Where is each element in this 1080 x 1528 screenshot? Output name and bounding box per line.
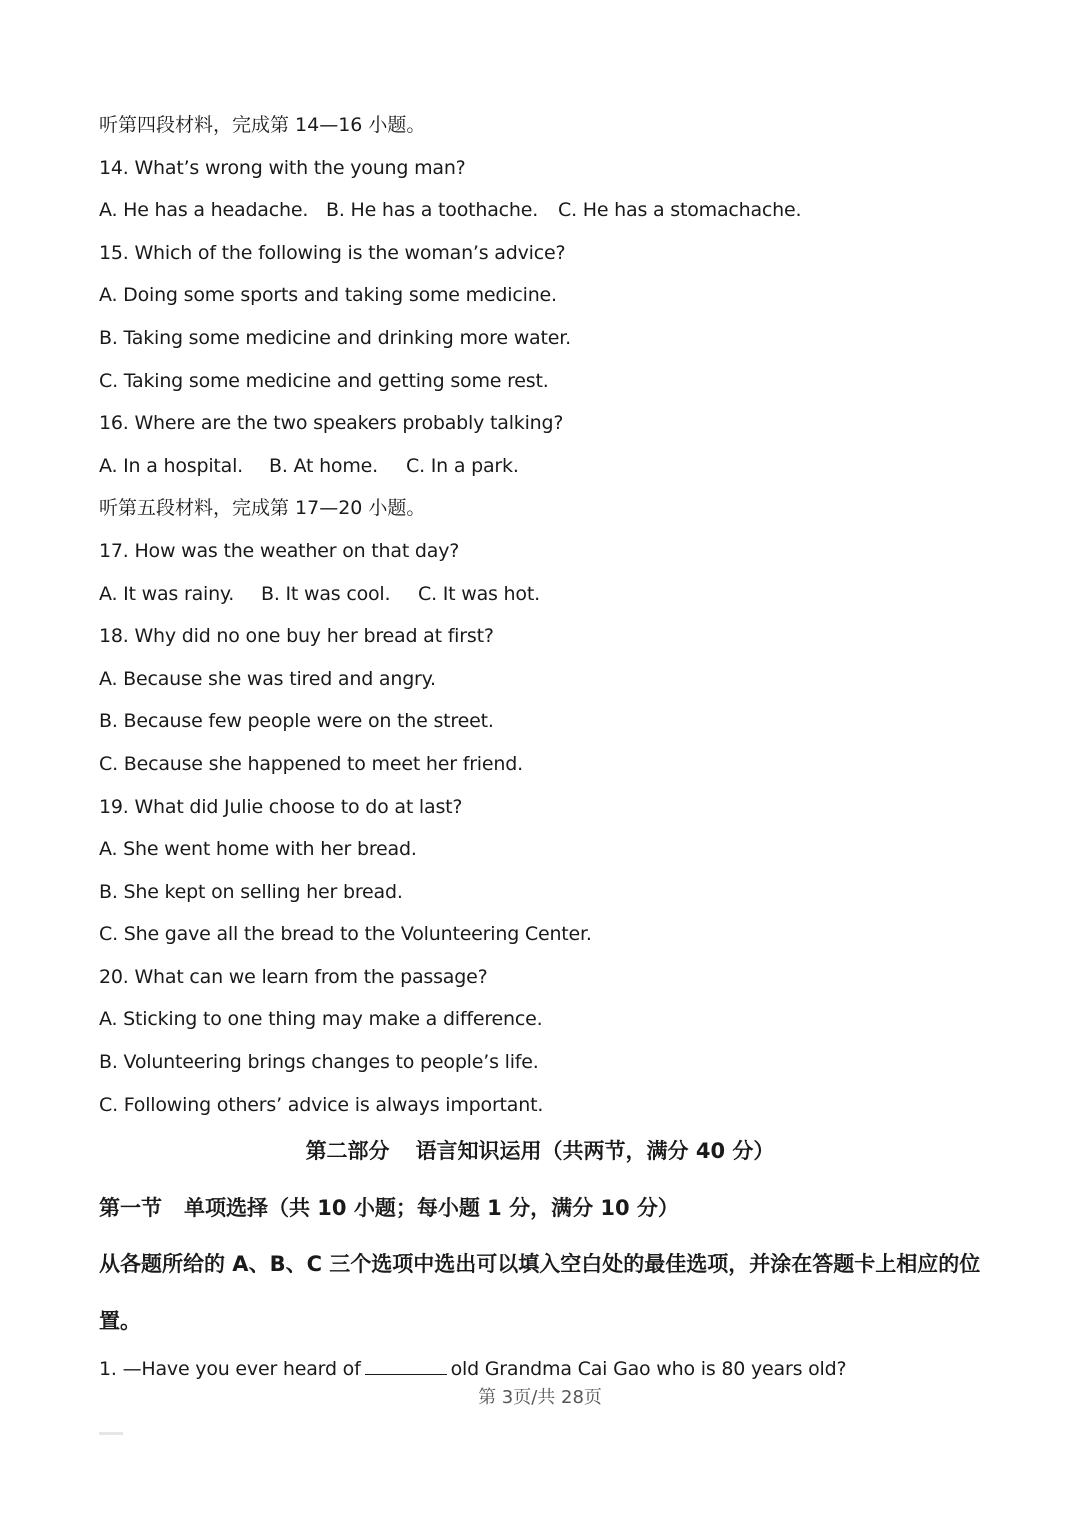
question-20: 20. What can we learn from the passage? — [99, 965, 488, 988]
part-name: 语言知识运用（共两节，满分 40 分） — [415, 1139, 775, 1163]
instruction-text: 从各题所给的 A、B、C 三个选项中选出可以填入空白处的最佳选项，并涂在答题卡上相应的位置。 — [99, 1252, 981, 1333]
question-19-option-b: B. She kept on selling her bread. — [99, 880, 403, 903]
question-15-option-b: B. Taking some medicine and drinking more water. — [99, 326, 571, 349]
option-c: C. He has a stomachache. — [558, 199, 802, 222]
section-name: 单项选择（共 10 小题；每小题 1 分，满分 10 分） — [184, 1196, 679, 1220]
question-20-option-b: B. Volunteering brings changes to people’s life. — [99, 1051, 539, 1074]
section-heading-5: 听第五段材料，完成第 17—20 小题。 — [99, 497, 426, 520]
question-18: 18. Why did no one buy her bread at first? — [99, 625, 494, 648]
section-label: 第一节 — [99, 1196, 162, 1220]
option-c: C. In a park. — [406, 454, 519, 477]
option-b: B. It was cool. — [261, 582, 391, 605]
scan-mark — [99, 1432, 123, 1435]
question-17-options — [99, 573, 999, 616]
option-b: B. At home. — [269, 454, 378, 477]
question-16: 16. Where are the two speakers probably talking? — [99, 412, 564, 435]
question-19-option-c: C. She gave all the bread to the Volunteering Center. — [99, 923, 592, 946]
question-14: 14. What’s wrong with the young man? — [99, 156, 466, 179]
question-18-option-b: B. Because few people were on the street. — [99, 710, 494, 733]
question-17: 17. How was the weather on that day? — [99, 539, 460, 562]
question-20-option-c: C. Following others’ advice is always important. — [99, 1093, 544, 1116]
option-a: A. He has a headache. — [99, 199, 309, 222]
question-14-options — [99, 189, 999, 232]
question-19: 19. What did Julie choose to do at last? — [99, 795, 463, 818]
option-a: A. In a hospital. — [99, 454, 244, 477]
question-15: 15. Which of the following is the woman’s advice? — [99, 241, 566, 264]
option-a: A. It was rainy. — [99, 582, 235, 605]
part-label: 第二部分 — [305, 1139, 390, 1163]
option-c: C. It was hot. — [418, 582, 540, 605]
part-title — [0, 1131, 1080, 1171]
question-1-prefix: 1. —Have you ever heard of — [99, 1358, 361, 1380]
question-16-options — [99, 445, 999, 488]
section-title — [99, 1188, 679, 1228]
page-number-footer: 第 3页/共 28页 — [478, 1387, 602, 1408]
answer-blank — [365, 1356, 447, 1375]
option-b: B. He has a toothache. — [326, 199, 539, 222]
question-20-option-a: A. Sticking to one thing may make a difference. — [99, 1008, 543, 1031]
question-15-option-a: A. Doing some sports and taking some medicine. — [99, 284, 557, 307]
question-15-option-c: C. Taking some medicine and getting some rest. — [99, 369, 549, 392]
section-heading-4: 听第四段材料，完成第 14—16 小题。 — [99, 114, 426, 136]
question-1-suffix: old Grandma Cai Gao who is 80 years old? — [450, 1358, 847, 1380]
listening-questions — [99, 104, 999, 1126]
question-19-option-a: A. She went home with her bread. — [99, 838, 417, 861]
question-18-option-a: A. Because she was tired and angry. — [99, 667, 436, 690]
question-18-option-c: C. Because she happened to meet her friend. — [99, 752, 523, 775]
